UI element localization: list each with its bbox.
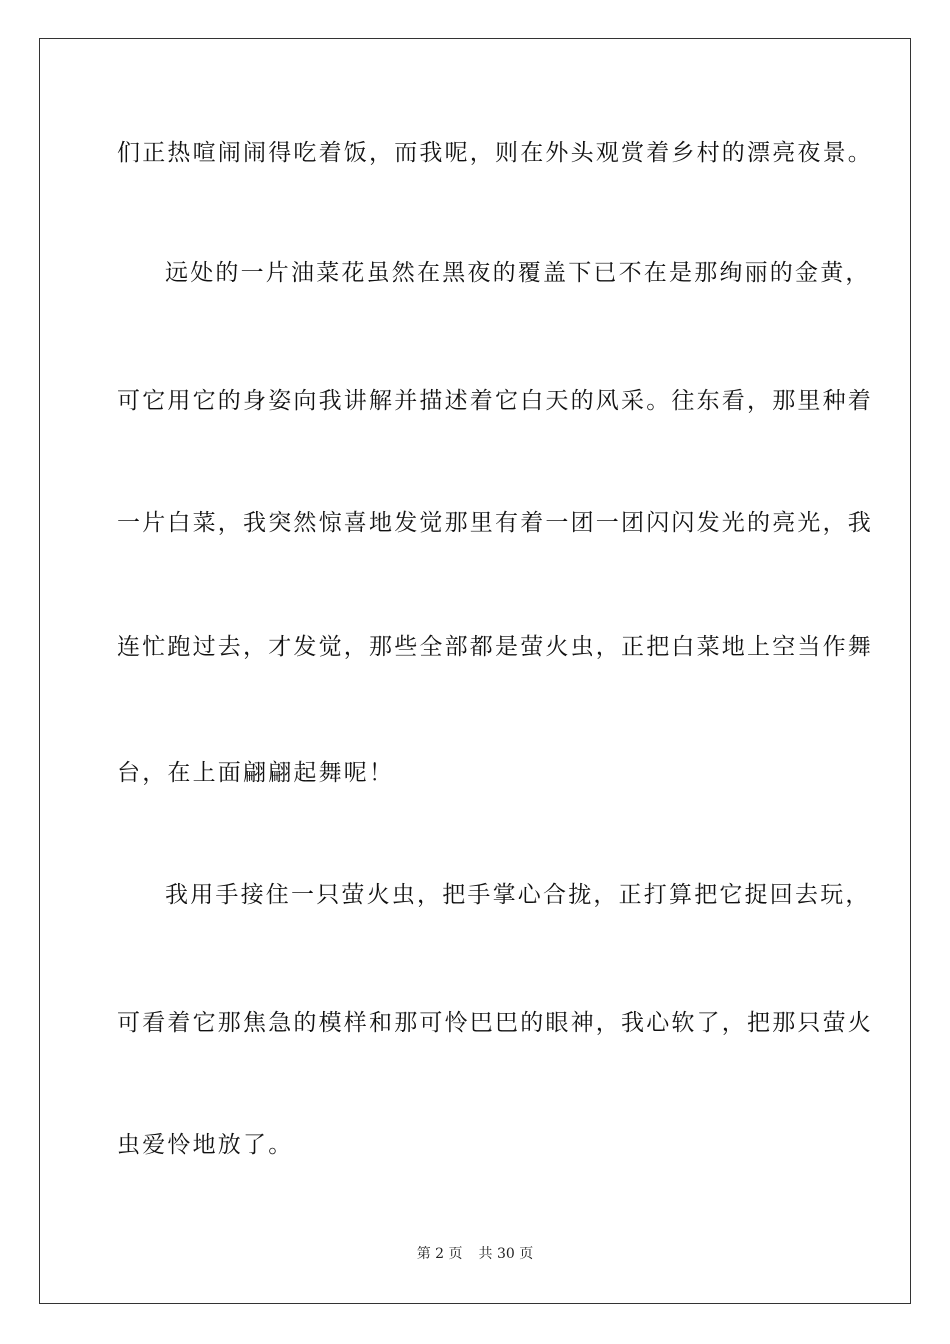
- text-line: 我用手接住一只萤火虫，把手掌心合拢，正打算把它捉回去玩，: [165, 882, 871, 908]
- text-line: 可看着它那焦急的模样和那可怜巴巴的眼神，我心软了，把那只萤火: [117, 1010, 873, 1036]
- text-line: 远处的一片油菜花虽然在黑夜的覆盖下已不在是那绚丽的金黄，: [165, 260, 871, 286]
- page-number: 第 2 页: [416, 1246, 463, 1262]
- text-line: 台，在上面翩翩起舞呢！: [117, 760, 395, 786]
- text-line: 连忙跑过去，才发觉，那些全部都是萤火虫，正把白菜地上空当作舞: [117, 634, 873, 660]
- page-total: 共 30 页: [478, 1246, 534, 1262]
- text-line: 一片白菜，我突然惊喜地发觉那里有着一团一团闪闪发光的亮光，我: [117, 510, 873, 536]
- page-frame: [39, 38, 911, 1304]
- text-line: 虫爱怜地放了。: [117, 1132, 294, 1158]
- text-line: 可它用它的身姿向我讲解并描述着它白天的风采。往东看，那里种着: [117, 388, 873, 414]
- text-line: 们正热喧闹闹得吃着饭，而我呢，则在外头观赏着乡村的漂亮夜景。: [117, 140, 873, 166]
- page-footer: [0, 1244, 950, 1264]
